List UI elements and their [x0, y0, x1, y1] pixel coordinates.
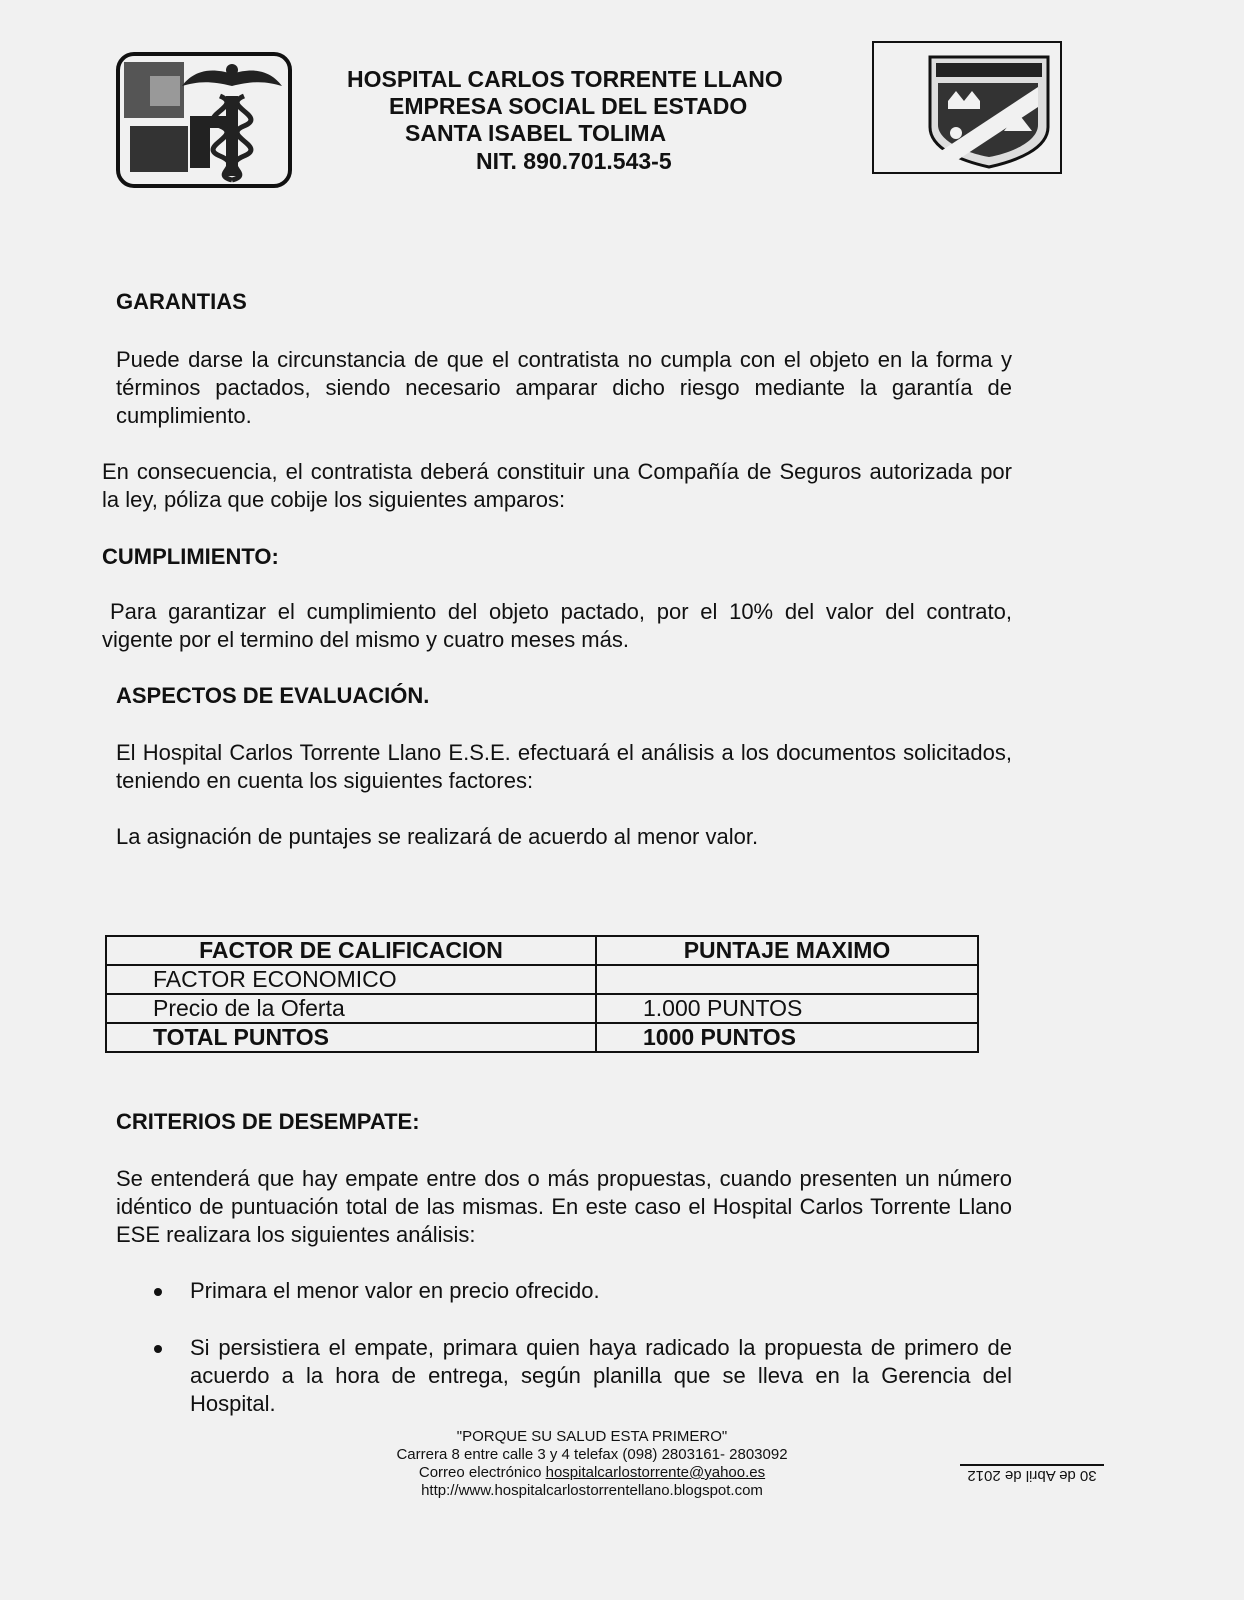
table-cell-total-label: TOTAL PUNTOS — [106, 1023, 596, 1052]
table-cell-factor: FACTOR ECONOMICO — [106, 965, 596, 994]
footer-slogan: "PORQUE SU SALUD ESTA PRIMERO" — [456, 1428, 728, 1445]
bullet-icon — [154, 1288, 162, 1296]
footer-email-link[interactable]: hospitalcarlostorrente@yahoo.es — [545, 1464, 766, 1481]
garantias-paragraph-1: Puede darse la circunstancia de que el contratista no cumpla con el objeto en la forma y términos pactados, siendo necesario amparar dicho riesgo mediante la garantía de cumplimiento. — [116, 347, 1012, 428]
evaluacion-paragraph-2: La asignación de puntajes se realizará de acuerdo al menor valor. — [116, 824, 759, 849]
table-header-row — [106, 936, 978, 965]
evaluacion-paragraph-1: El Hospital Carlos Torrente Llano E.S.E. efectuará el análisis a los documentos solicitados, teniendo en cuenta los siguientes factores: — [116, 740, 1012, 793]
garantias-paragraph-2: En consecuencia, el contratista deberá constituir una Compañía de Seguros autorizada por la ley, póliza que cobije los siguientes amparos: — [102, 459, 1012, 512]
table-header-puntaje: PUNTAJE MAXIMO — [596, 936, 978, 965]
footer-email-label: Correo electrónico — [418, 1464, 542, 1481]
table-header-factor: FACTOR DE CALIFICACION — [106, 936, 596, 965]
section-heading-cumplimiento: CUMPLIMIENTO: — [102, 544, 279, 569]
section-heading-desempate: CRITERIOS DE DESEMPATE: — [116, 1109, 420, 1134]
desempate-bullet-1 — [190, 1277, 1012, 1305]
bullet-text: Primara el menor valor en precio ofrecido. — [190, 1278, 600, 1303]
municipal-shield-icon — [874, 43, 1060, 172]
cumplimiento-paragraph: Para garantizar el cumplimiento del objeto pactado, por el 10% del valor del contrato, vigente por el termino del mismo y cuatro meses más. — [102, 599, 1012, 652]
municipal-coat-of-arms — [872, 41, 1062, 174]
table-cell-total-value: 1000 PUNTOS — [596, 1023, 978, 1052]
table-total-row — [106, 1023, 978, 1052]
section-heading-garantias: GARANTIAS — [116, 289, 247, 314]
footer-address: Carrera 8 entre calle 3 y 4 telefax (098) 2803161- 2803092 — [396, 1446, 788, 1463]
section-heading-evaluacion: ASPECTOS DE EVALUACIÓN. — [116, 683, 430, 708]
header-hospital-name: HOSPITAL CARLOS TORRENTE LLANO — [347, 66, 783, 92]
table-row — [106, 965, 978, 994]
date-stamp: 30 de Abril de 2012 — [960, 1464, 1104, 1484]
hospital-logo — [116, 52, 292, 188]
table-cell-factor: Precio de la Oferta — [106, 994, 596, 1023]
header-entity-type: EMPRESA SOCIAL DEL ESTADO — [389, 93, 748, 119]
bullet-icon — [154, 1345, 162, 1353]
footer-website[interactable]: http://www.hospitalcarlostorrentellano.blogspot.com — [421, 1482, 763, 1499]
desempate-paragraph: Se entenderá que hay empate entre dos o más propuestas, cuando presenten un número idéntico de puntuación total de las mismas. En este caso el Hospital Carlos Torrente Llano ESE realizara los siguientes análisis: — [116, 1166, 1012, 1247]
header-nit: NIT. 890.701.543-5 — [476, 148, 672, 174]
desempate-bullet-2 — [190, 1334, 1012, 1418]
table-cell-puntaje: 1.000 PUNTOS — [596, 994, 978, 1023]
bullet-text: Si persistiera el empate, primara quien haya radicado la propuesta de primero de acuerdo a la hora de entrega, según planilla que se lleva en la Gerencia del Hospital. — [190, 1335, 1012, 1416]
footer-email-line — [372, 1464, 812, 1482]
table-row — [106, 994, 978, 1023]
table-cell-puntaje — [596, 965, 978, 994]
scoring-table — [105, 935, 979, 1053]
hospital-caduceus-logo-icon — [120, 56, 288, 184]
header-location: SANTA ISABEL TOLIMA — [405, 120, 667, 146]
